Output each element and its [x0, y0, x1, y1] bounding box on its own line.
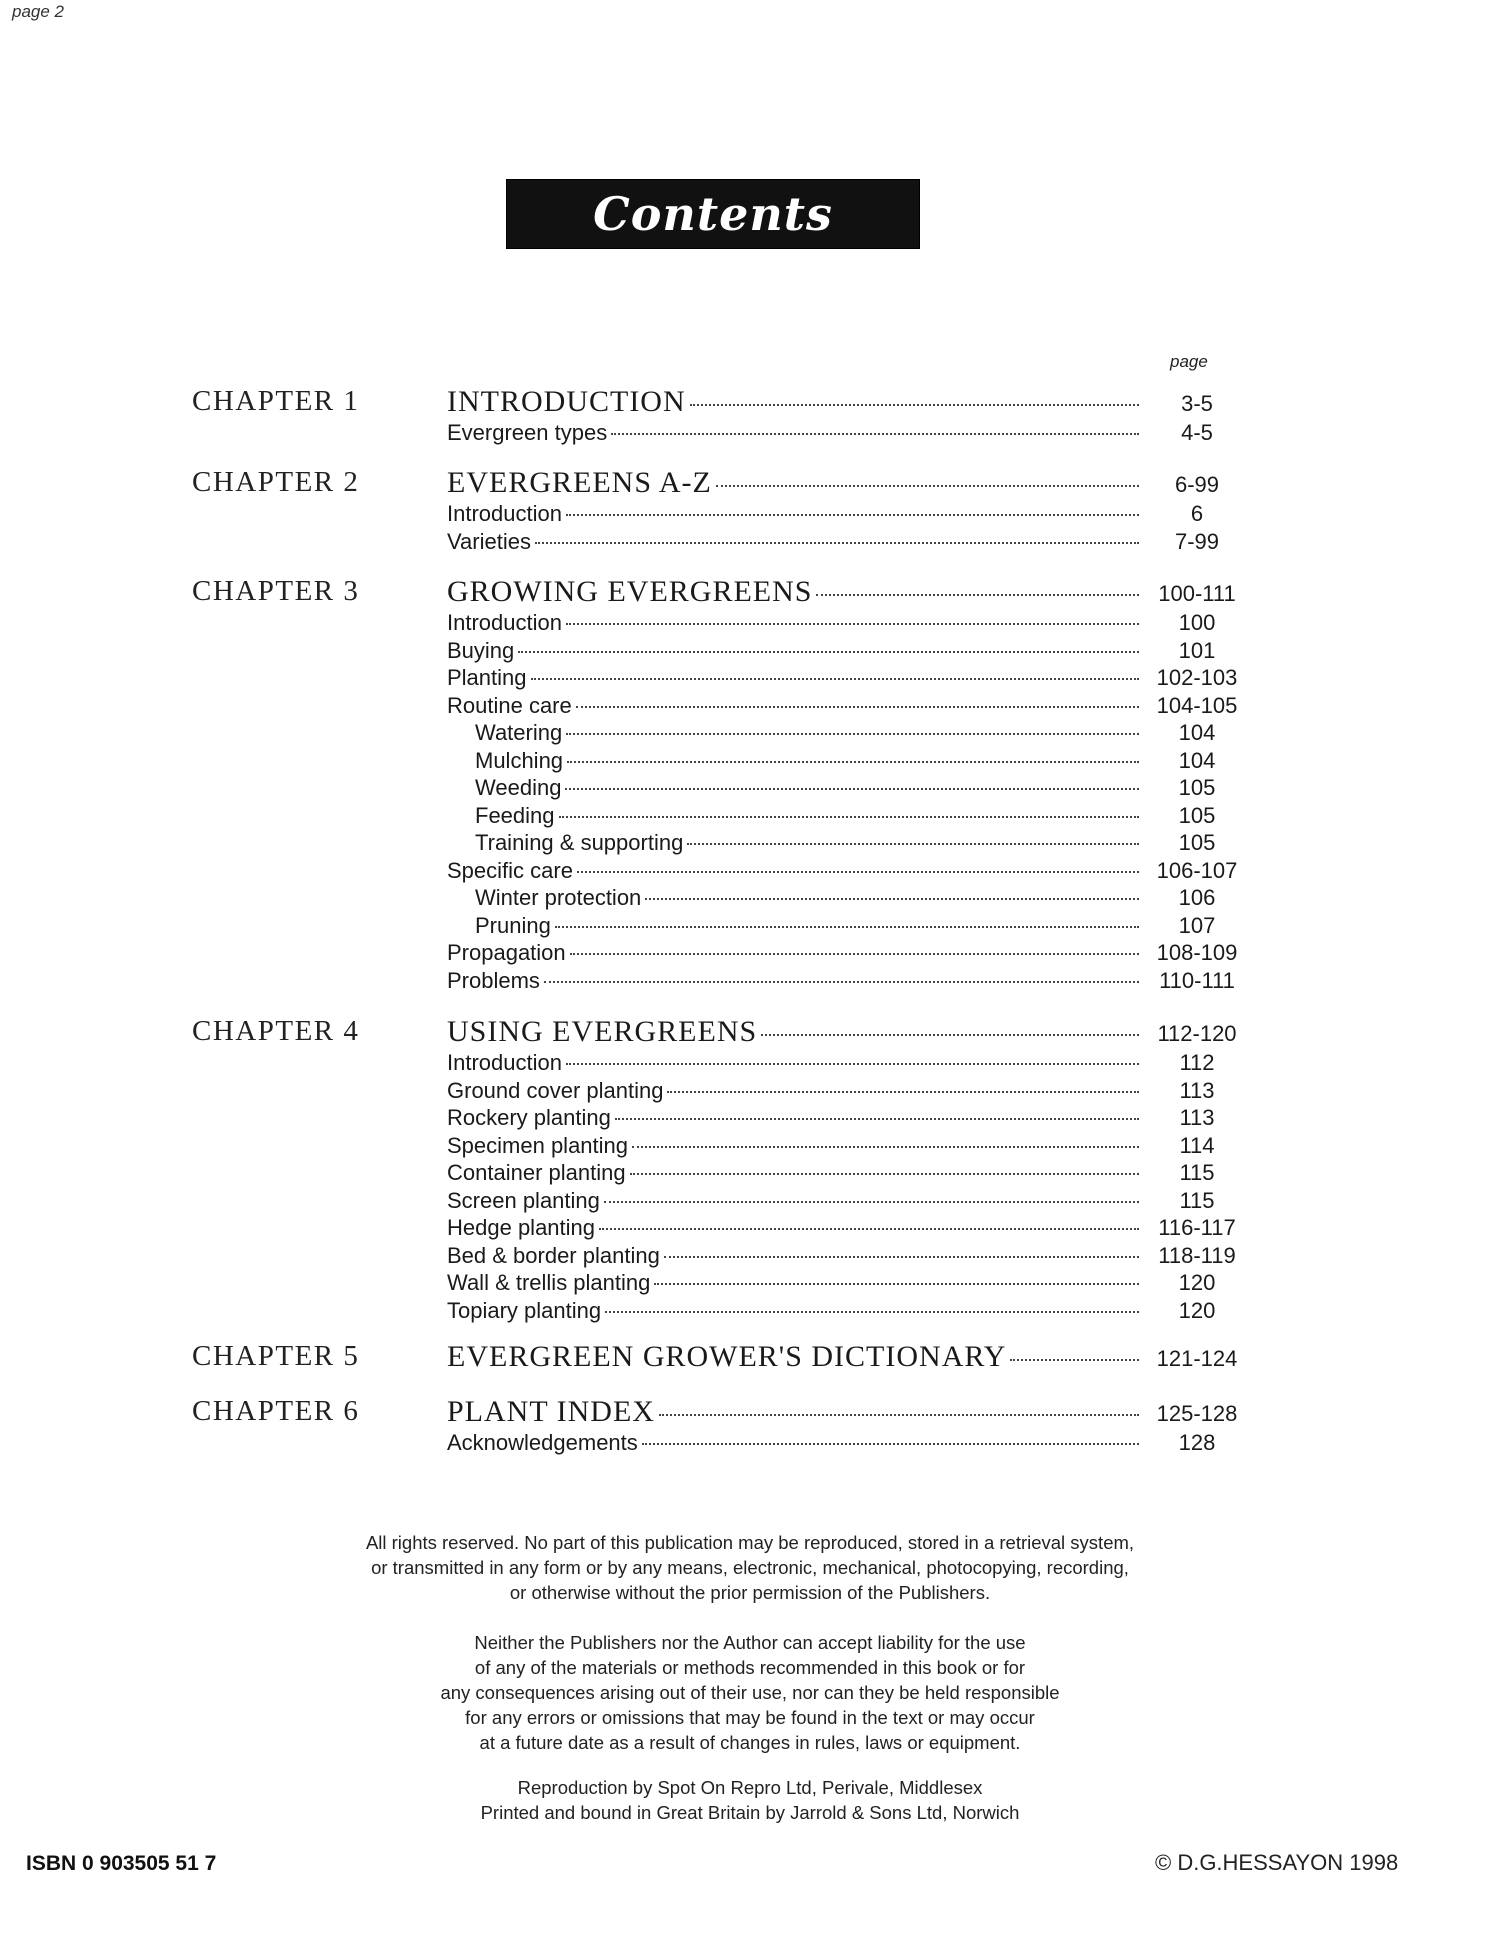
- entry-title: Problems: [447, 967, 540, 993]
- toc-entry[interactable]: [447, 885, 1247, 913]
- dot-leader: [615, 1118, 1139, 1120]
- dot-leader: [605, 1311, 1139, 1313]
- chapter-heading-entry[interactable]: [447, 1340, 1247, 1375]
- chapter-entries: [447, 575, 1247, 995]
- dot-leader: [531, 678, 1139, 680]
- contents-title: Contents: [593, 187, 833, 241]
- dot-leader: [761, 1034, 1139, 1036]
- dot-leader: [604, 1201, 1139, 1203]
- dot-leader: [576, 706, 1139, 708]
- chapter-entries: [447, 385, 1247, 448]
- entry-title: Buying: [447, 637, 515, 663]
- chapter-label: CHAPTER 5: [192, 1340, 360, 1372]
- rights-line: or transmitted in any form or by any means, electronic, mechanical, photocopying, recording,: [371, 1557, 1129, 1578]
- toc-entry[interactable]: [447, 1430, 1247, 1458]
- entry-page: 115: [1179, 1187, 1215, 1213]
- printing-notice: [150, 1775, 1350, 1825]
- entry-title: INTRODUCTION: [447, 385, 686, 418]
- rights-line: or otherwise without the prior permission of the Publishers.: [509, 1582, 991, 1603]
- rights-notice: [150, 1530, 1350, 1605]
- toc-entry[interactable]: [447, 775, 1247, 803]
- dot-leader: [599, 1228, 1139, 1230]
- entry-page: 113: [1179, 1077, 1215, 1103]
- contents-banner: [507, 180, 919, 248]
- chapter-entries: [447, 466, 1247, 556]
- dot-leader: [611, 433, 1139, 435]
- entry-title: Ground cover planting: [447, 1077, 664, 1103]
- toc-entry[interactable]: [447, 1215, 1247, 1243]
- entry-page: 100: [1178, 610, 1216, 635]
- entry-page: 108-109: [1156, 940, 1238, 965]
- chapter-heading-entry[interactable]: [447, 385, 1247, 420]
- liability-line: at a future date as a result of changes in rules, laws or equipment.: [479, 1732, 1021, 1753]
- toc-entry[interactable]: [447, 858, 1247, 886]
- page-number-label: page 2: [12, 2, 64, 21]
- entry-title: Propagation: [447, 940, 566, 965]
- entry-title: Wall & trellis planting: [447, 1270, 651, 1295]
- page-column-label: page: [1170, 352, 1208, 371]
- entry-page: 107: [1178, 912, 1216, 938]
- dot-leader: [567, 761, 1139, 763]
- toc-entry[interactable]: [447, 638, 1247, 666]
- entry-page: 105: [1178, 830, 1216, 855]
- toc-entry[interactable]: [447, 610, 1247, 638]
- chapter-label: CHAPTER 3: [192, 575, 360, 607]
- entry-title: Acknowledgements: [447, 1430, 638, 1455]
- dot-leader: [566, 733, 1139, 735]
- entry-page: 112-120: [1157, 1021, 1237, 1046]
- chapter-heading-entry[interactable]: [447, 575, 1247, 610]
- toc-entry[interactable]: [447, 501, 1247, 529]
- toc-entry[interactable]: [447, 1188, 1247, 1216]
- entry-page: 116-117: [1158, 1215, 1236, 1240]
- dot-leader: [816, 594, 1139, 596]
- dot-leader: [544, 981, 1139, 983]
- toc-entry[interactable]: [447, 1298, 1247, 1326]
- toc-entry[interactable]: [447, 665, 1247, 693]
- dot-leader: [654, 1283, 1139, 1285]
- dot-leader: [559, 816, 1139, 818]
- toc-entry[interactable]: [447, 1105, 1247, 1133]
- entry-title: Introduction: [447, 610, 562, 635]
- dot-leader: [632, 1146, 1139, 1148]
- entry-page: 125-128: [1156, 1401, 1238, 1426]
- entry-page: 112: [1179, 1050, 1215, 1075]
- entry-title: Introduction: [447, 501, 562, 526]
- dot-leader: [645, 898, 1139, 900]
- entry-title: Bed & border planting: [447, 1242, 660, 1268]
- entry-page: 115: [1179, 1160, 1215, 1185]
- toc-entry[interactable]: [447, 420, 1247, 448]
- entry-title: Routine care: [447, 692, 572, 718]
- dot-leader: [664, 1256, 1139, 1258]
- dot-leader: [716, 485, 1139, 487]
- chapter-label: CHAPTER 6: [192, 1395, 360, 1427]
- toc-entry[interactable]: [447, 913, 1247, 941]
- entry-title: Hedge planting: [447, 1215, 596, 1240]
- entry-title: Training & supporting: [475, 830, 684, 855]
- entry-title: EVERGREEN GROWER'S DICTIONARY: [447, 1340, 1007, 1373]
- entry-page: 104-105: [1156, 692, 1238, 718]
- entry-title: USING EVERGREENS: [447, 1015, 758, 1048]
- entry-title: Introduction: [447, 1050, 562, 1075]
- chapter-entries: [447, 1340, 1247, 1375]
- entry-page: 100-111: [1158, 581, 1236, 606]
- dot-leader: [659, 1414, 1139, 1416]
- entry-title: Feeding: [475, 802, 555, 828]
- dot-leader: [566, 623, 1139, 625]
- entry-title: Topiary planting: [447, 1297, 602, 1323]
- entry-title: Varieties: [447, 528, 531, 554]
- chapter-label: CHAPTER 2: [192, 466, 360, 498]
- chapter-heading-entry[interactable]: [447, 466, 1247, 501]
- chapter-label: CHAPTER 4: [192, 1015, 360, 1047]
- toc-entry[interactable]: [447, 803, 1247, 831]
- toc-entry[interactable]: [447, 693, 1247, 721]
- entry-page: 105: [1178, 775, 1216, 800]
- entry-page: 118-119: [1158, 1242, 1236, 1268]
- entry-title: Evergreen types: [447, 420, 608, 445]
- isbn: ISBN 0 903505 51 7: [26, 1852, 217, 1875]
- entry-page: 4-5: [1181, 420, 1213, 445]
- entry-page: 106-107: [1156, 857, 1238, 883]
- toc-entry[interactable]: [447, 940, 1247, 968]
- chapter-entries: [447, 1015, 1247, 1325]
- entry-title: Mulching: [475, 747, 564, 773]
- entry-page: 105: [1178, 802, 1216, 828]
- liability-line: any consequences arising out of their use, nor can they be held responsible: [440, 1682, 1060, 1703]
- dot-leader: [667, 1091, 1139, 1093]
- printing-line: Reproduction by Spot On Repro Ltd, Perivale, Middlesex: [517, 1777, 983, 1798]
- liability-line: of any of the materials or methods recommended in this book or for: [474, 1657, 1026, 1678]
- copyright: © D.G.HESSAYON 1998: [1155, 1850, 1399, 1875]
- entry-title: Screen planting: [447, 1187, 600, 1213]
- rights-line: All rights reserved. No part of this publication may be reproduced, stored in a retrieval system,: [365, 1532, 1135, 1553]
- chapter-heading-entry[interactable]: [447, 1395, 1247, 1430]
- entry-page: 128: [1178, 1430, 1216, 1455]
- dot-leader: [1010, 1359, 1139, 1361]
- entry-title: Winter protection: [475, 885, 642, 910]
- toc-entry[interactable]: [447, 830, 1247, 858]
- dot-leader: [535, 542, 1139, 544]
- dot-leader: [518, 651, 1139, 653]
- entry-title: EVERGREENS A-Z: [447, 466, 712, 499]
- entry-page: 114: [1179, 1132, 1215, 1158]
- chapter-heading-entry[interactable]: [447, 1015, 1247, 1050]
- dot-leader: [566, 514, 1139, 516]
- entry-page: 101: [1178, 637, 1216, 663]
- entry-page: 121-124: [1156, 1346, 1238, 1371]
- toc-entry[interactable]: [447, 748, 1247, 776]
- entry-title: Weeding: [475, 775, 562, 800]
- dot-leader: [577, 871, 1139, 873]
- liability-line: for any errors or omissions that may be found in the text or may occur: [465, 1707, 1035, 1728]
- toc-entry[interactable]: [447, 968, 1247, 996]
- entry-page: 102-103: [1156, 665, 1238, 690]
- dot-leader: [566, 1063, 1139, 1065]
- entry-page: 104: [1178, 747, 1216, 773]
- entry-page: 104: [1178, 720, 1216, 745]
- entry-title: GROWING EVERGREENS: [447, 575, 813, 608]
- dot-leader: [570, 953, 1139, 955]
- dot-leader: [690, 404, 1139, 406]
- entry-page: 7-99: [1174, 528, 1220, 554]
- entry-page: 106: [1178, 885, 1216, 910]
- entry-title: Watering: [475, 720, 563, 745]
- dot-leader: [565, 788, 1139, 790]
- entry-page: 6-99: [1174, 472, 1220, 497]
- printing-line: Printed and bound in Great Britain by Jarrold & Sons Ltd, Norwich: [480, 1802, 1020, 1823]
- toc-entry[interactable]: [447, 1160, 1247, 1188]
- dot-leader: [630, 1173, 1139, 1175]
- entry-title: Specimen planting: [447, 1132, 629, 1158]
- toc-entry[interactable]: [447, 1050, 1247, 1078]
- entry-page: 113: [1179, 1105, 1215, 1130]
- toc-entry[interactable]: [447, 1270, 1247, 1298]
- dot-leader: [642, 1443, 1139, 1445]
- entry-title: Pruning: [475, 912, 551, 938]
- liability-line: Neither the Publishers nor the Author can accept liability for the use: [474, 1632, 1026, 1653]
- entry-title: Planting: [447, 665, 527, 690]
- entry-page: 110-111: [1159, 967, 1235, 993]
- entry-page: 6: [1190, 501, 1204, 526]
- dot-leader: [687, 843, 1139, 845]
- liability-notice: [150, 1630, 1350, 1755]
- toc-entry[interactable]: [447, 720, 1247, 748]
- toc-entry[interactable]: [447, 1133, 1247, 1161]
- entry-page: 3-5: [1181, 391, 1213, 416]
- entry-title: PLANT INDEX: [447, 1395, 655, 1428]
- entry-title: Specific care: [447, 857, 573, 883]
- entry-page: 120: [1178, 1270, 1216, 1295]
- chapter-label: CHAPTER 1: [192, 385, 360, 417]
- entry-title: Rockery planting: [447, 1105, 611, 1130]
- dot-leader: [555, 926, 1139, 928]
- entry-page: 120: [1178, 1297, 1216, 1323]
- chapter-entries: [447, 1395, 1247, 1458]
- toc-entry[interactable]: [447, 529, 1247, 557]
- entry-title: Container planting: [447, 1160, 626, 1185]
- toc-entry[interactable]: [447, 1243, 1247, 1271]
- toc-entry[interactable]: [447, 1078, 1247, 1106]
